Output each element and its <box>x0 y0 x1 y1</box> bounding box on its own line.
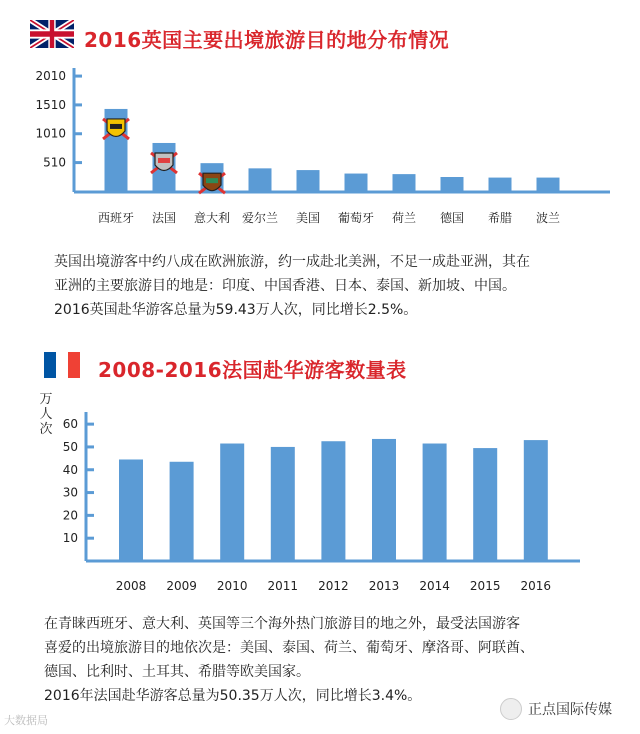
bar <box>423 444 447 561</box>
y-tick-label: 60 <box>62 417 78 432</box>
bar <box>220 444 244 561</box>
bar <box>321 441 345 561</box>
x-tick-label: 2009 <box>166 579 197 593</box>
france-paragraph-line: 德国、比利时、土耳其、希腊等欧美国家。 <box>44 664 310 680</box>
x-tick-label: 2012 <box>318 579 349 593</box>
y-tick-label: 1510 <box>35 97 66 112</box>
y-tick-label: 50 <box>62 439 78 454</box>
watermark-right-text: 正点国际传媒 <box>528 702 612 718</box>
x-tick-label: 2016 <box>520 579 552 593</box>
x-tick-label: 荷兰 <box>391 211 417 225</box>
uk-chart-title: 2016英国主要出境旅游目的地分布情况 <box>84 28 450 52</box>
x-tick-label: 波兰 <box>535 211 561 225</box>
y-tick-label: 40 <box>62 462 78 477</box>
y-tick-label: 510 <box>43 155 66 170</box>
x-tick-label: 德国 <box>439 211 465 225</box>
france-paragraph-line: 喜爱的出境旅游目的地依次是：美国、泰国、荷兰、葡萄牙、摩洛哥、阿联酋、 <box>44 640 534 656</box>
y-tick-label: 10 <box>62 531 78 546</box>
france-paragraph-line: 2016年法国赴华游客总量为50.35万人次，同比增长3.4%。 <box>44 688 422 704</box>
france-paragraph-line: 在青睐西班牙、意大利、英国等三个海外热门旅游目的地之外，最受法国游客 <box>44 616 520 632</box>
y-tick-label: 1010 <box>35 126 66 141</box>
x-tick-label: 2014 <box>419 579 450 593</box>
france-chart-title: 2008-2016法国赴华游客数量表 <box>98 358 407 382</box>
x-tick-label: 法国 <box>151 211 177 225</box>
uk-paragraph-line: 英国出境游客中约八成在欧洲旅游，约一成赴北美洲，不足一成赴亚洲，其在 <box>54 254 530 270</box>
x-tick-label: 葡萄牙 <box>337 211 375 225</box>
x-tick-label: 2013 <box>368 579 400 593</box>
watermark-right <box>500 698 612 720</box>
y-axis-title: 万人次 <box>39 392 53 437</box>
bar <box>372 439 396 561</box>
x-tick-label: 希腊 <box>487 211 513 225</box>
y-tick-label: 2010 <box>35 69 66 84</box>
y-tick-label: 30 <box>62 485 78 500</box>
watermark-left: 大数据局 <box>4 714 48 727</box>
bar <box>524 440 548 561</box>
uk-paragraph-line: 亚洲的主要旅游目的地是：印度、中国香港、日本、泰国、新加坡、中国。 <box>54 278 516 294</box>
x-tick-label: 美国 <box>295 211 321 225</box>
y-tick-label: 20 <box>62 508 78 523</box>
bar <box>473 448 497 561</box>
x-tick-label: 意大利 <box>193 211 231 225</box>
x-tick-label: 爱尔兰 <box>241 211 279 225</box>
uk-paragraph-line: 2016英国赴华游客总量为59.43万人次，同比增长2.5%。 <box>54 302 418 318</box>
bar <box>119 459 143 561</box>
wechat-logo-icon <box>500 698 522 720</box>
france-paragraph <box>44 612 604 708</box>
x-tick-label: 西班牙 <box>97 211 135 225</box>
x-tick-label: 2010 <box>216 579 248 593</box>
x-tick-label: 2015 <box>469 579 501 593</box>
bar <box>170 462 194 561</box>
bar <box>271 447 295 561</box>
x-tick-label: 2011 <box>267 579 299 593</box>
x-tick-label: 2008 <box>115 579 147 593</box>
